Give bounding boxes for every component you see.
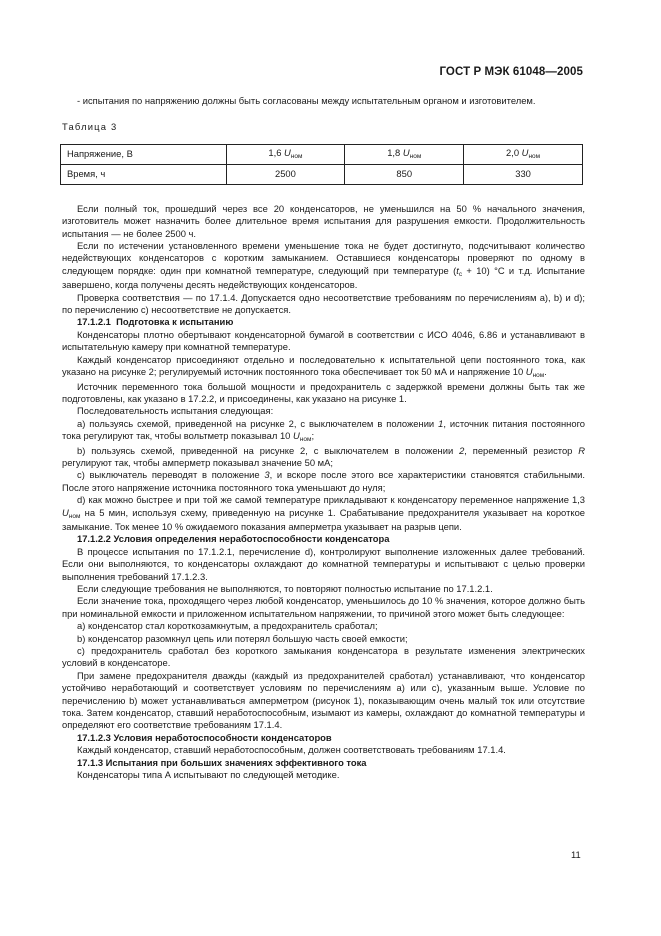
table-cell: Напряжение, В bbox=[61, 144, 227, 164]
cell-text: 1,8 bbox=[387, 147, 403, 159]
table-cell: 330 bbox=[464, 164, 583, 184]
text: , источник питания постоянного тока регулируют так, чтобы вольтметр показывал 10 bbox=[62, 417, 585, 442]
text: d) как можно быстрее и при той же самой температуре прикладывают к конденсатору переменное напряжение 1,3 bbox=[77, 494, 585, 506]
section-title: Подготовка к испытанию bbox=[116, 316, 234, 328]
paragraph: Если значение тока, проходящего через любой конденсатор, уменьшилось до 10 % значения, которое должно быть при номинальной емкости и приложенном испытательном напряжении, то причиной этого может быть следующее: bbox=[62, 595, 585, 619]
text: Если по истечении установленного времени уменьшение тока не будет достигнуто, подсчитывают количество недействующих конденсаторов с коротким замыканием. Оставшиеся конденсаторы проверяют по одному в следующем порядке: один при комнатной температуре, следующий при температуре ( bbox=[62, 240, 585, 276]
text: на 5 мин, используя схему, приведенную на рисунке 1. Срабатывание предохранителя указывает на короткое замыкание. Ток менее 10 % ожидаемого показания амперметра указывает на разрыв цепи. bbox=[62, 506, 585, 532]
table-cell bbox=[226, 144, 345, 164]
list-item: а) конденсатор стал короткозамкнутым, а предохранитель сработал; bbox=[77, 620, 378, 632]
text: b) пользуясь схемой, приведенной на рисунке 2, с выключателем в положении bbox=[77, 444, 460, 456]
list-item bbox=[62, 469, 585, 494]
var-u: U bbox=[62, 506, 69, 518]
sub: ном bbox=[299, 436, 312, 444]
section-heading: 17.1.2.2 Условия определения неработоспособности конденсатора bbox=[77, 533, 390, 545]
cell-text: 2,0 bbox=[506, 147, 522, 159]
paragraph: Проверка соответствия — по 17.1.4. Допускается одно несоответствие требованиям по перечислениям а), b) и d); по перечислению с) несоответствие не допускается. bbox=[62, 291, 585, 316]
cell-sub: ном bbox=[528, 153, 541, 161]
text: . bbox=[544, 366, 547, 378]
table-cell bbox=[345, 144, 464, 164]
paragraph: Источник переменного тока большой мощности и предохранитель с задержкой времени должны быть так же подготовлены, как указано в 17.2.2, и присоединены, как указано на рисунке 1. bbox=[62, 380, 585, 404]
page-number: 11 bbox=[571, 849, 581, 860]
text: регулируют так, чтобы амперметр показывал значение 50 мА; bbox=[62, 456, 333, 468]
document-body bbox=[62, 95, 585, 782]
voltage-time-table bbox=[60, 144, 583, 185]
var-t: t bbox=[456, 264, 459, 276]
sub: c bbox=[458, 270, 463, 278]
list-item: с) предохранитель сработал без короткого замыкания конденсатора в результате изменения электрических условий в конденсаторе. bbox=[62, 645, 585, 669]
text: ; bbox=[311, 430, 315, 442]
position: 3 bbox=[264, 469, 270, 481]
text: , переменный резистор bbox=[464, 444, 579, 456]
paragraph: Конденсаторы типа А испытывают по следующей методике. bbox=[77, 769, 340, 781]
sub: ном bbox=[68, 512, 81, 520]
table-cell: 2500 bbox=[226, 164, 345, 184]
paragraph: Если следующие требования не выполняются, то повторяют полностью испытание по 17.1.2.1. bbox=[77, 583, 493, 594]
paragraph: Если полный ток, прошедший через все 20 конденсаторов, не уменьшился на 50 % начального значения, изготовитель может назначить более длительное время испытания для разрушения емкости. Продолжительность испытания — не более 2500 ч. bbox=[62, 202, 585, 239]
paragraph: При замене предохранителя дважды (каждый из предохранителей сработал) устанавливают, что конденсатор устойчиво неработающий и соответствует условиям по перечислениям а) или с), указанным выше. Условие по перечислению b) может устанавливаться амперметром (рисунок 1), показывающим очень малый ток или отсутствие тока. Затем конденсатор, ставший неработоспособным, изымают из камеры, охлаждают до комнатной температуры и определяют его соответствие требованиям 17.1.4. bbox=[62, 669, 585, 731]
position: 2 bbox=[459, 444, 465, 456]
var-u: U bbox=[525, 366, 533, 378]
cell-var: U bbox=[521, 147, 529, 159]
table-row bbox=[61, 144, 583, 164]
cell-text: 1,6 bbox=[268, 147, 285, 159]
table-cell bbox=[464, 144, 583, 164]
table-row bbox=[61, 164, 583, 184]
section-heading: 17.1.2.3 Условия неработоспособности конденсаторов bbox=[77, 731, 332, 743]
var-u: U bbox=[293, 430, 300, 442]
intro-paragraph: - испытания по напряжению должны быть согласованы между испытательным органом и изготовителем. bbox=[77, 95, 536, 106]
section-heading: 17.1.3 Испытания при больших значениях эффективного тока bbox=[77, 756, 367, 768]
paragraph: Последовательность испытания следующая: bbox=[77, 405, 274, 417]
cell-var: U bbox=[284, 147, 291, 159]
section-number: 17.1.2.1 bbox=[77, 316, 111, 328]
table-cell: 850 bbox=[345, 164, 464, 184]
paragraph: В процессе испытания по 17.1.2.1, перечисление d), контролируют выполнение изложенных далее требований. Если они выполняются, то конденсаторы охлаждают до комнатной температуры и испытывают с целью проверки выполнения требований 17.1.2.3. bbox=[62, 545, 585, 582]
document-code-header: ГОСТ Р МЭК 61048—2005 bbox=[439, 66, 583, 78]
table-cell: Время, ч bbox=[61, 164, 227, 184]
list-item: b) конденсатор разомкнул цепь или потерял большую часть своей емкости; bbox=[77, 632, 408, 644]
paragraph: Конденсаторы плотно обертывают конденсаторной бумагой в соответствии с ИСО 4046, 6.86 и устанавливают в испытательную камеру при комнатной температуре. bbox=[62, 328, 585, 353]
table-label: Таблица 3 bbox=[62, 121, 118, 133]
text: а) пользуясь схемой, приведенной на рисунке 2, с выключателем в положении bbox=[77, 417, 439, 429]
list-item bbox=[62, 445, 585, 470]
position: 1 bbox=[438, 417, 444, 429]
text: с) выключатель переводят в положение bbox=[77, 469, 265, 481]
text: Каждый конденсатор присоединяют отдельно и последовательно к испытательной цепи постоянного тока, как указано на рисунке 2; регулируемый источник постоянного тока обеспечивает ток 50 мА и напряжение 10 bbox=[62, 353, 585, 378]
text: + 10) °С и т.д. Испытание завершено, когда получены десять недействующих конденсаторов. bbox=[62, 264, 585, 291]
paragraph bbox=[62, 240, 585, 292]
cell-sub: ном bbox=[290, 153, 303, 161]
cell-var: U bbox=[402, 147, 410, 159]
var-r: R bbox=[578, 444, 586, 456]
paragraph bbox=[62, 354, 585, 381]
text: , и вскоре после этого все характеристики становятся стабильными. После этого напряжение источника постоянного тока уменьшают до нуля; bbox=[62, 469, 585, 493]
sub: ном bbox=[532, 372, 545, 380]
cell-sub: ном bbox=[409, 153, 422, 161]
list-item bbox=[62, 494, 585, 533]
list-item bbox=[62, 418, 585, 445]
paragraph: Каждый конденсатор, ставший неработоспособным, должен соответствовать требованиям 17.1.4. bbox=[77, 744, 506, 756]
section-heading bbox=[62, 316, 585, 328]
